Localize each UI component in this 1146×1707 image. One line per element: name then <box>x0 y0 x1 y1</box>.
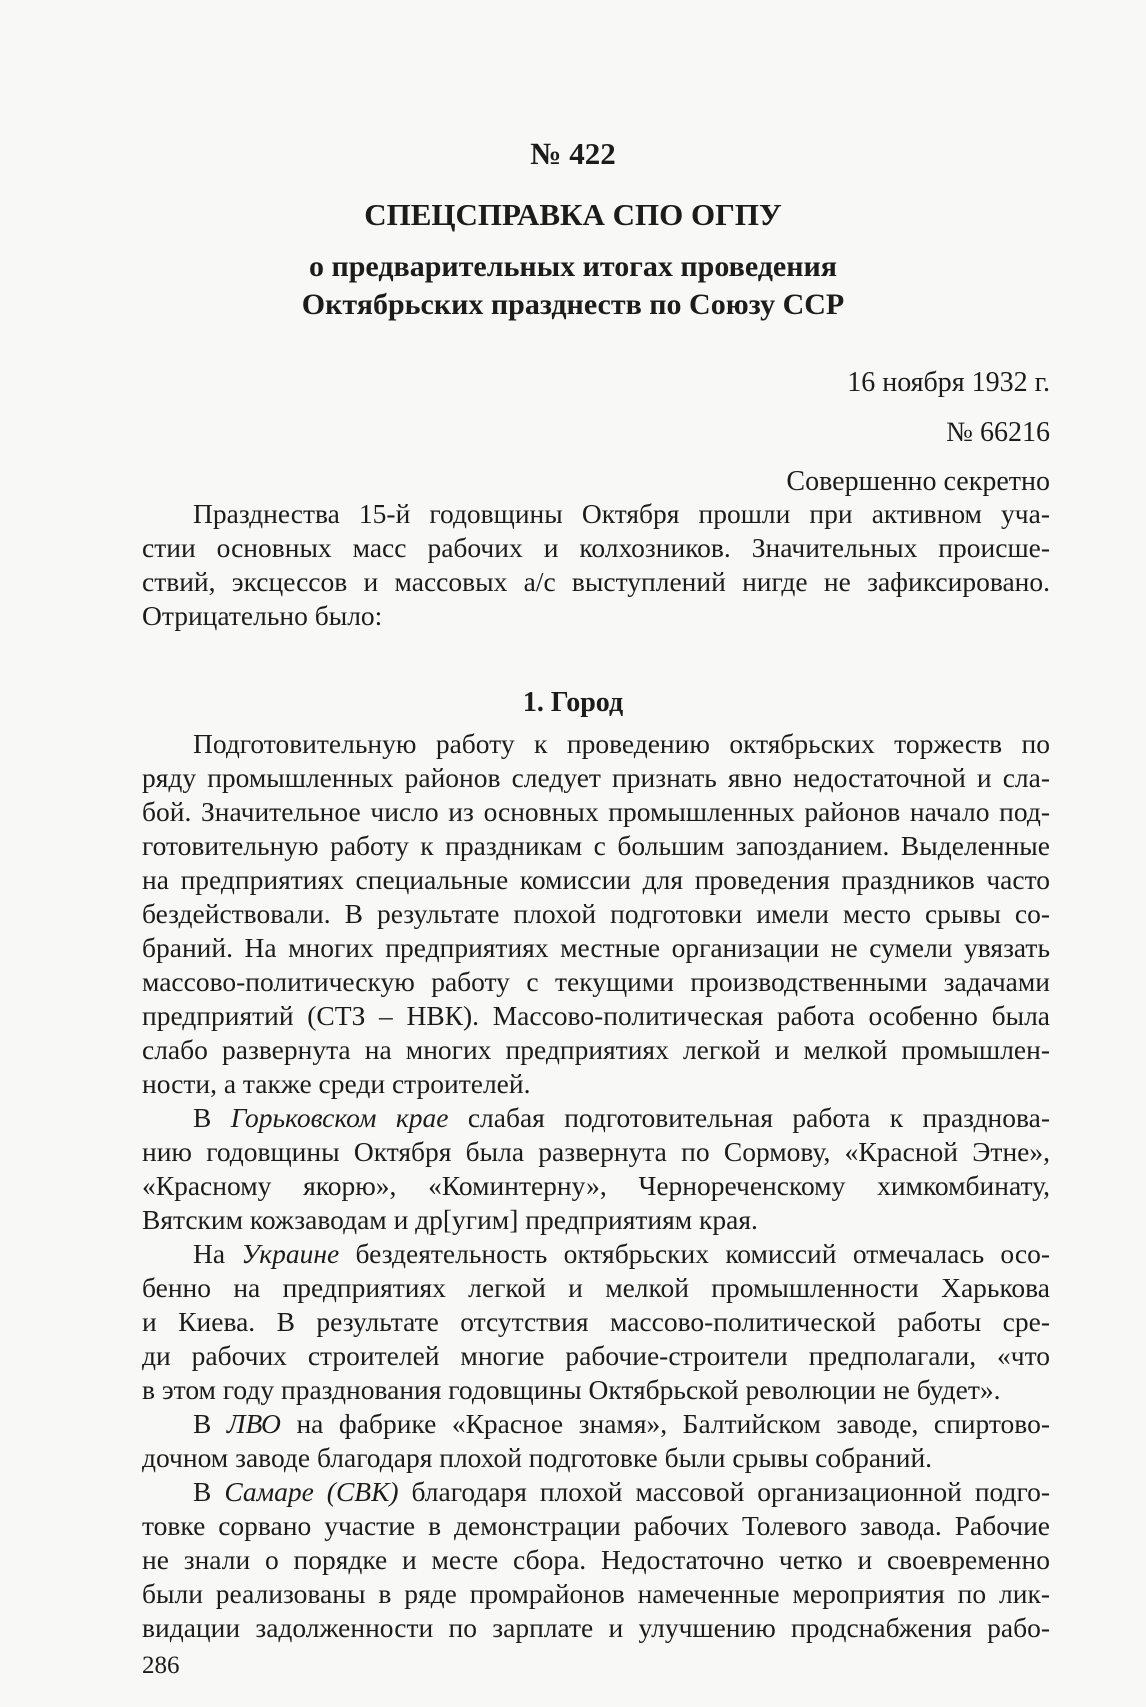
text-line: Празднества 15-й годовщины Октября прошли при активном уча- <box>193 498 1050 529</box>
text-line: Отрицательно было: <box>142 600 383 631</box>
text-line: На Украине бездеятельность октябрьских комиссий отмечалась осо- <box>193 1238 1050 1269</box>
document-title: СПЕЦСПРАВКА СПО ОГПУ <box>364 197 782 232</box>
text-line: браний. На многих предприятиях местные организации не сумели увязать <box>142 932 1050 963</box>
text-line: ности, а также среди строителей. <box>142 1068 531 1099</box>
text-line: были реализованы в ряде промрайонов намеченные мероприятия по лик- <box>142 1578 1050 1609</box>
text-line: В Горьковском крае слабая подготовительная работа к празднова- <box>193 1102 1050 1133</box>
text-line: предприятий (СТЗ – НВК). Массово-политическая работа особенно была <box>142 1000 1050 1031</box>
text-line: бенно на предприятиях легкой и мелкой промышленности Харькова <box>142 1272 1050 1303</box>
section-heading: 1. Город <box>522 687 624 718</box>
text-line: ствий, эксцессов и массовых а/с выступлений нигде не зафиксировано. <box>142 566 1050 597</box>
text-line: видации задолженности по зарплате и улучшению продснабжения рабо- <box>142 1612 1050 1643</box>
text-line: и Киева. В результате отсутствия массово-политической работы сре- <box>142 1306 1050 1337</box>
text-line: дочном заводе благодаря плохой подготовке были срывы собраний. <box>142 1442 933 1473</box>
text-line: ди рабочих строителей многие рабочие-строители предполагали, «что <box>142 1340 1050 1371</box>
region-name: ЛВО <box>226 1408 281 1439</box>
text-line: массово-политическую работу с текущими производственными задачами <box>142 966 1050 997</box>
text-line: В Самаре (СВК) благодаря плохой массовой организационной подго- <box>193 1476 1050 1507</box>
text-line: стии основных масс рабочих и колхозников. Значительных происше- <box>142 532 1050 563</box>
registration-number: № 66216 <box>946 417 1050 448</box>
region-name: Горьковском крае <box>230 1102 449 1133</box>
text-line: нию годовщины Октября была развернута по Сормову, «Красной Этне», <box>142 1136 1050 1167</box>
text-line: Подготовительную работу к проведению октябрьских торжеств по <box>193 728 1050 759</box>
text-line: слабо развернута на многих предприятиях легкой и мелкой промышлен- <box>142 1034 1050 1065</box>
text-line: В ЛВО на фабрике «Красное знамя», Балтийском заводе, спиртово- <box>193 1408 1051 1439</box>
page-number: 286 <box>142 1652 180 1679</box>
text-line: ряду промышленных районов следует признать явно недостаточной и сла- <box>142 762 1050 793</box>
text-line: бой. Значительное число из основных промышленных районов начало под- <box>142 796 1050 827</box>
document-subtitle-line: Октябрьских празднеств по Союзу ССР <box>301 288 845 321</box>
text-line: на предприятиях специальные комиссии для проведения праздников часто <box>142 864 1050 895</box>
text-line: товке сорвано участие в демонстрации рабочих Толевого завода. Рабочие <box>142 1510 1050 1541</box>
text-line: бездействовали. В результате плохой подготовки имели место срывы со- <box>142 898 1050 929</box>
document-subtitle-line: о предварительных итогах проведения <box>308 250 838 283</box>
text-line: «Красному якорю», «Коминтерну», Чернореченскому химкомбинату, <box>142 1170 1050 1201</box>
region-name: Украине <box>241 1238 340 1269</box>
text-line: Вятским кожзаводам и др[угим] предприятиям края. <box>142 1204 758 1235</box>
text-line: готовительную работу к праздникам с большим запозданием. Выделенные <box>142 830 1050 861</box>
document-date: 16 ноября 1932 г. <box>847 367 1050 398</box>
text-line: в этом году празднования годовщины Октябрьской революции не будет». <box>142 1374 1001 1405</box>
secrecy-stamp: Совершенно секретно <box>786 466 1050 497</box>
document-number: № 422 <box>530 136 616 171</box>
region-name: Самаре (СВК) <box>224 1476 399 1507</box>
text-line: не знали о порядке и месте сбора. Недостаточно четко и своевременно <box>142 1544 1050 1575</box>
